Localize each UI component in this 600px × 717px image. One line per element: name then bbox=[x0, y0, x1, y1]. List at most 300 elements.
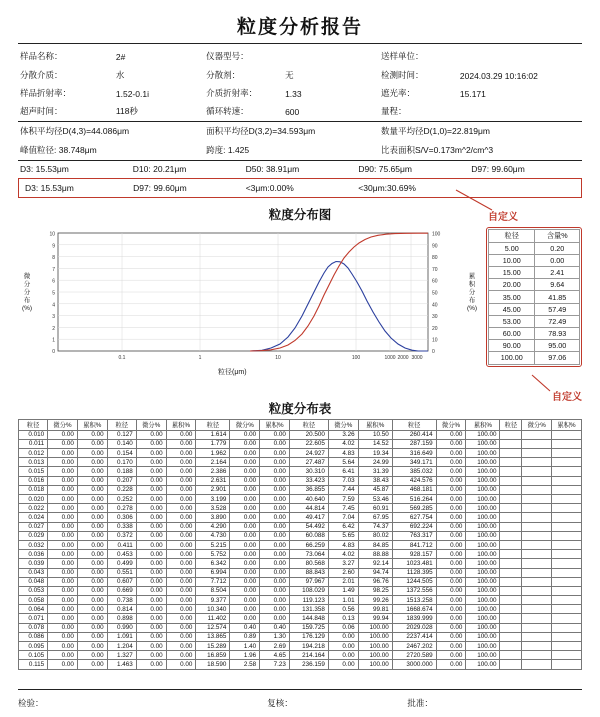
data-cell: 31.39 bbox=[358, 467, 392, 476]
data-cell: 94.74 bbox=[358, 568, 392, 577]
data-cell: 0.00 bbox=[436, 550, 466, 559]
data-cell: 0.00 bbox=[136, 485, 166, 494]
table-row bbox=[19, 430, 582, 439]
data-cell: 0.00 bbox=[260, 458, 290, 467]
data-cell: 0.00 bbox=[136, 430, 166, 439]
data-cell: 0.00 bbox=[260, 614, 290, 623]
particle-distribution-chart bbox=[18, 225, 478, 383]
data-cell: 0.252 bbox=[107, 495, 136, 504]
data-cell: 0.127 bbox=[107, 430, 136, 439]
data-cell: 7.04 bbox=[328, 513, 358, 522]
data-cell: 0.00 bbox=[230, 476, 260, 485]
info-value bbox=[458, 47, 582, 65]
data-cell: 0.00 bbox=[136, 586, 166, 595]
data-cell: 0.00 bbox=[77, 522, 107, 531]
info-label: 介质折射率： bbox=[206, 87, 258, 98]
data-cell: 0.00 bbox=[260, 568, 290, 577]
legend-size: 15.00 bbox=[489, 267, 535, 279]
legend-header-content: 含量% bbox=[535, 229, 580, 242]
table-row bbox=[19, 458, 582, 467]
data-cell: 0.00 bbox=[436, 596, 466, 605]
data-cell: 100.00 bbox=[466, 449, 500, 458]
data-cell: 0.00 bbox=[166, 522, 196, 531]
stat-value: 22.819μm bbox=[452, 126, 491, 136]
table-row bbox=[19, 605, 582, 614]
data-cell bbox=[500, 596, 522, 605]
data-cell bbox=[552, 614, 582, 623]
data-cell: 0.00 bbox=[260, 577, 290, 586]
legend-size: 5.00 bbox=[489, 242, 535, 254]
svg-text:100: 100 bbox=[432, 231, 441, 237]
data-cell: 0.00 bbox=[230, 430, 260, 439]
content-summary-table bbox=[488, 229, 580, 365]
data-cell: 763.317 bbox=[392, 531, 436, 540]
stat-label: 面积平均径D(3,2)= bbox=[206, 126, 278, 136]
data-cell: 0.00 bbox=[328, 632, 358, 641]
data-cell bbox=[552, 513, 582, 522]
data-cell: 0.00 bbox=[166, 642, 196, 651]
data-col-header: 累积% bbox=[466, 419, 500, 430]
data-cell bbox=[500, 568, 522, 577]
data-cell bbox=[500, 550, 522, 559]
data-cell: 0.00 bbox=[230, 550, 260, 559]
data-cell: 0.00 bbox=[77, 449, 107, 458]
data-col-header: 微分% bbox=[328, 419, 358, 430]
data-cell: 0.814 bbox=[107, 605, 136, 614]
data-cell: 0.338 bbox=[107, 522, 136, 531]
data-cell: 1.327 bbox=[107, 651, 136, 660]
data-cell: 0.00 bbox=[230, 513, 260, 522]
data-cell: 36.855 bbox=[289, 485, 328, 494]
data-cell: 14.52 bbox=[358, 439, 392, 448]
data-cell: 0.00 bbox=[260, 485, 290, 494]
data-cell: 0.00 bbox=[166, 586, 196, 595]
data-cell: 100.00 bbox=[466, 531, 500, 540]
stats-table bbox=[18, 122, 582, 160]
legend-header-size: 粒径 bbox=[489, 229, 535, 242]
data-cell: 0.00 bbox=[48, 430, 78, 439]
data-col-header: 微分% bbox=[230, 419, 260, 430]
legend-content: 57.49 bbox=[535, 303, 580, 315]
legend-row bbox=[489, 242, 580, 254]
data-cell: 0.00 bbox=[77, 596, 107, 605]
info-row bbox=[18, 47, 582, 65]
data-cell: 0.00 bbox=[260, 439, 290, 448]
data-cell: 44.814 bbox=[289, 504, 328, 513]
data-cell: 0.00 bbox=[136, 467, 166, 476]
data-cell: 1.614 bbox=[196, 430, 230, 439]
svg-text:6: 6 bbox=[52, 278, 55, 285]
legend-row bbox=[489, 328, 580, 340]
data-cell bbox=[500, 467, 522, 476]
data-cell: 692.224 bbox=[392, 522, 436, 531]
data-cell: 100.00 bbox=[466, 439, 500, 448]
data-col-header: 累积% bbox=[358, 419, 392, 430]
data-cell: 0.00 bbox=[48, 568, 78, 577]
data-cell bbox=[552, 439, 582, 448]
data-col-header: 粒径 bbox=[107, 419, 136, 430]
data-cell: 100.00 bbox=[466, 623, 500, 632]
data-cell: 100.00 bbox=[466, 550, 500, 559]
data-cell: 0.00 bbox=[48, 559, 78, 568]
legend-content: 2.41 bbox=[535, 267, 580, 279]
chart-ylabel: 微 分 分 布 (%) bbox=[21, 272, 33, 312]
legend-row bbox=[489, 315, 580, 327]
table-row bbox=[19, 522, 582, 531]
data-cell: 100.00 bbox=[466, 586, 500, 595]
data-cell: 0.00 bbox=[48, 550, 78, 559]
data-col-header: 微分% bbox=[48, 419, 78, 430]
data-cell bbox=[522, 550, 552, 559]
data-cell bbox=[552, 476, 582, 485]
data-cell: 100.00 bbox=[466, 642, 500, 651]
data-cell: 0.00 bbox=[48, 577, 78, 586]
data-cell: 287.159 bbox=[392, 439, 436, 448]
data-cell: 0.013 bbox=[19, 458, 48, 467]
data-cell bbox=[522, 430, 552, 439]
data-cell: 0.00 bbox=[48, 439, 78, 448]
data-cell: 0.020 bbox=[19, 495, 48, 504]
data-cell bbox=[552, 449, 582, 458]
data-cell: 0.00 bbox=[166, 485, 196, 494]
data-cell: 2.01 bbox=[328, 577, 358, 586]
data-cell: 1372.556 bbox=[392, 586, 436, 595]
data-cell: 0.00 bbox=[48, 522, 78, 531]
chart-xlabel: 粒径(μm) bbox=[218, 368, 247, 376]
data-cell: 0.115 bbox=[19, 660, 48, 669]
data-cell: 0.015 bbox=[19, 467, 48, 476]
data-cell: 2.58 bbox=[230, 660, 260, 669]
table-row bbox=[19, 504, 582, 513]
legend-content: 97.06 bbox=[535, 352, 580, 364]
dval-value: 0.00% bbox=[269, 182, 294, 193]
data-cell: 53.46 bbox=[358, 495, 392, 504]
data-cell: 0.053 bbox=[19, 586, 48, 595]
data-cell: 80.568 bbox=[289, 559, 328, 568]
dval-d97 bbox=[469, 161, 582, 178]
info-label: 送样单位： bbox=[380, 51, 424, 62]
data-cell bbox=[552, 651, 582, 660]
svg-text:10: 10 bbox=[432, 337, 438, 344]
data-cell: 0.00 bbox=[166, 550, 196, 559]
legend-size: 10.00 bbox=[489, 254, 535, 266]
chart-container bbox=[18, 225, 582, 403]
data-cell bbox=[552, 522, 582, 531]
data-cell bbox=[552, 605, 582, 614]
data-cell: 0.00 bbox=[77, 485, 107, 494]
data-cell: 0.00 bbox=[136, 614, 166, 623]
data-cell: 0.00 bbox=[260, 596, 290, 605]
data-cell: 0.00 bbox=[136, 568, 166, 577]
data-cell: 0.738 bbox=[107, 596, 136, 605]
data-cell bbox=[522, 485, 552, 494]
data-cell bbox=[500, 513, 522, 522]
data-cell bbox=[522, 651, 552, 660]
data-cell: 131.358 bbox=[289, 605, 328, 614]
svg-text:10: 10 bbox=[275, 354, 281, 361]
dval-label: D3: bbox=[20, 164, 34, 174]
table-row bbox=[19, 485, 582, 494]
info-value: 1.52-0.1i bbox=[115, 88, 149, 99]
data-cell bbox=[500, 430, 522, 439]
data-cell: 3000.000 bbox=[392, 660, 436, 669]
data-cell: 0.00 bbox=[260, 430, 290, 439]
data-cell: 0.40 bbox=[260, 623, 290, 632]
data-cell: 0.00 bbox=[260, 540, 290, 549]
data-cell: 0.00 bbox=[260, 522, 290, 531]
data-cell: 0.00 bbox=[166, 605, 196, 614]
data-cell bbox=[552, 586, 582, 595]
table-row bbox=[19, 660, 582, 669]
data-cell bbox=[552, 467, 582, 476]
data-cell: 0.00 bbox=[166, 614, 196, 623]
data-cell: 0.00 bbox=[260, 476, 290, 485]
data-cell: 11.402 bbox=[196, 614, 230, 623]
data-cell: 0.00 bbox=[136, 513, 166, 522]
data-cell: 0.00 bbox=[136, 642, 166, 651]
data-cell: 0.00 bbox=[136, 632, 166, 641]
data-cell: 0.00 bbox=[136, 623, 166, 632]
data-cell: 0.00 bbox=[166, 467, 196, 476]
data-cell: 3.199 bbox=[196, 495, 230, 504]
dval-value: 99.60μm bbox=[153, 182, 187, 193]
data-cell: 144.848 bbox=[289, 614, 328, 623]
data-cell bbox=[522, 449, 552, 458]
data-cell: 19.34 bbox=[358, 449, 392, 458]
data-cell: 100.00 bbox=[466, 559, 500, 568]
page-title: 粒度分析报告 bbox=[236, 17, 363, 38]
data-cell: 0.00 bbox=[166, 513, 196, 522]
data-cell: 100.00 bbox=[466, 495, 500, 504]
data-cell bbox=[522, 623, 552, 632]
data-cell bbox=[522, 495, 552, 504]
svg-text:1000: 1000 bbox=[384, 354, 396, 361]
data-cell: 0.551 bbox=[107, 568, 136, 577]
dval-label: D90: bbox=[358, 164, 377, 174]
svg-text:50: 50 bbox=[432, 290, 438, 296]
data-cell: 0.00 bbox=[166, 651, 196, 660]
data-cell: 7.44 bbox=[328, 485, 358, 494]
data-cell bbox=[552, 550, 582, 559]
table-row bbox=[19, 439, 582, 448]
data-cell: 0.022 bbox=[19, 504, 48, 513]
data-cell: 841.712 bbox=[392, 540, 436, 549]
data-cell: 119.123 bbox=[289, 596, 328, 605]
legend-content: 78.93 bbox=[535, 328, 580, 340]
data-cell bbox=[522, 476, 552, 485]
data-cell bbox=[552, 531, 582, 540]
data-cell: 0.306 bbox=[107, 513, 136, 522]
data-cell: 0.170 bbox=[107, 458, 136, 467]
svg-text:1: 1 bbox=[198, 354, 202, 361]
data-cell: 10.50 bbox=[358, 430, 392, 439]
data-cell: 5.752 bbox=[196, 550, 230, 559]
data-cell: 4.02 bbox=[328, 439, 358, 448]
data-cell: 0.00 bbox=[230, 458, 260, 467]
info-value: 600 bbox=[285, 107, 300, 118]
data-cell: 0.453 bbox=[107, 550, 136, 559]
chart-section-title: 粒度分布图 bbox=[268, 207, 332, 222]
data-cell: 0.00 bbox=[230, 605, 260, 614]
table-row bbox=[19, 614, 582, 623]
signature-footer bbox=[18, 689, 582, 709]
data-col-header: 粒径 bbox=[500, 419, 522, 430]
legend-row bbox=[489, 303, 580, 315]
data-cell: 0.00 bbox=[48, 513, 78, 522]
data-cell: 84.85 bbox=[358, 540, 392, 549]
legend-content: 72.49 bbox=[535, 315, 580, 327]
info-label: 遮光率： bbox=[380, 87, 415, 98]
stat-value: 1.425 bbox=[227, 145, 250, 155]
data-cell bbox=[522, 540, 552, 549]
data-cell: 100.00 bbox=[466, 476, 500, 485]
data-cell: 0.00 bbox=[77, 476, 107, 485]
data-cell: 100.00 bbox=[358, 642, 392, 651]
data-cell: 0.00 bbox=[230, 577, 260, 586]
data-cell bbox=[500, 476, 522, 485]
data-cell bbox=[500, 485, 522, 494]
data-cell: 0.00 bbox=[436, 430, 466, 439]
data-cell: 2.386 bbox=[196, 467, 230, 476]
data-cell: 0.00 bbox=[436, 504, 466, 513]
custom-d97 bbox=[131, 178, 244, 197]
data-cell: 0.990 bbox=[107, 623, 136, 632]
data-cell: 2720.589 bbox=[392, 651, 436, 660]
data-cell: 0.00 bbox=[166, 449, 196, 458]
data-col-header: 累积% bbox=[77, 419, 107, 430]
info-row bbox=[18, 65, 582, 83]
data-cell: 0.00 bbox=[77, 504, 107, 513]
data-cell bbox=[522, 458, 552, 467]
data-cell: 3.26 bbox=[328, 430, 358, 439]
stat-value: 34.593μm bbox=[277, 126, 316, 136]
data-cell bbox=[552, 485, 582, 494]
footer-inspector: 检验： bbox=[18, 698, 44, 708]
data-cell: 74.37 bbox=[358, 522, 392, 531]
table-row bbox=[19, 586, 582, 595]
data-cell: 16.859 bbox=[196, 651, 230, 660]
data-cell: 0.00 bbox=[166, 540, 196, 549]
svg-text:2: 2 bbox=[52, 325, 55, 332]
data-cell: 0.00 bbox=[260, 513, 290, 522]
data-cell: 33.423 bbox=[289, 476, 328, 485]
data-cell: 0.00 bbox=[166, 439, 196, 448]
data-cell: 0.00 bbox=[436, 485, 466, 494]
svg-text:10: 10 bbox=[49, 231, 55, 237]
data-cell: 0.00 bbox=[77, 642, 107, 651]
data-cell: 100.00 bbox=[466, 660, 500, 669]
data-cell bbox=[552, 430, 582, 439]
data-cell: 385.032 bbox=[392, 467, 436, 476]
data-cell: 0.00 bbox=[166, 623, 196, 632]
data-cell: 0.89 bbox=[230, 632, 260, 641]
data-cell: 214.164 bbox=[289, 651, 328, 660]
data-cell: 0.56 bbox=[328, 605, 358, 614]
data-cell: 0.00 bbox=[136, 439, 166, 448]
stat-label: 数量平均径D(1,0)= bbox=[380, 126, 453, 136]
data-cell: 0.00 bbox=[260, 550, 290, 559]
data-cell: 0.00 bbox=[48, 485, 78, 494]
data-cell: 0.00 bbox=[77, 430, 107, 439]
info-value: 水 bbox=[115, 69, 125, 80]
data-cell: 0.00 bbox=[77, 495, 107, 504]
table-row bbox=[19, 531, 582, 540]
data-cell: 0.00 bbox=[436, 605, 466, 614]
data-cell: 5.64 bbox=[328, 458, 358, 467]
data-cell: 0.00 bbox=[260, 449, 290, 458]
data-cell: 0.00 bbox=[436, 642, 466, 651]
data-col-header: 累积% bbox=[166, 419, 196, 430]
data-cell: 12.574 bbox=[196, 623, 230, 632]
legend-row bbox=[489, 352, 580, 364]
svg-text:80: 80 bbox=[432, 254, 438, 261]
stat-value: 44.086μm bbox=[91, 126, 130, 136]
data-cell: 0.00 bbox=[48, 614, 78, 623]
stat-value: 38.748μm bbox=[58, 145, 97, 155]
legend-size: 100.00 bbox=[489, 352, 535, 364]
data-cell bbox=[522, 577, 552, 586]
data-cell: 0.00 bbox=[230, 540, 260, 549]
info-value: 15.171 bbox=[459, 88, 486, 99]
title-divider bbox=[18, 43, 582, 44]
table-row bbox=[19, 623, 582, 632]
data-cell: 0.00 bbox=[166, 559, 196, 568]
data-cell bbox=[522, 467, 552, 476]
data-cell: 1839.999 bbox=[392, 614, 436, 623]
data-cell: 60.088 bbox=[289, 531, 328, 540]
data-cell: 0.00 bbox=[136, 605, 166, 614]
data-cell: 100.00 bbox=[466, 577, 500, 586]
data-cell: 0.00 bbox=[260, 586, 290, 595]
data-cell bbox=[522, 632, 552, 641]
data-cell: 7.03 bbox=[328, 476, 358, 485]
data-cell: 0.016 bbox=[19, 476, 48, 485]
data-cell bbox=[552, 495, 582, 504]
data-cell: 0.00 bbox=[77, 651, 107, 660]
data-cell: 30.310 bbox=[289, 467, 328, 476]
data-cell: 7.45 bbox=[328, 504, 358, 513]
data-cell bbox=[500, 651, 522, 660]
data-cell: 4.83 bbox=[328, 449, 358, 458]
data-cell: 0.411 bbox=[107, 540, 136, 549]
dval-label: D10: bbox=[132, 164, 151, 174]
info-label: 分散介质： bbox=[20, 69, 63, 80]
data-cell: 1.463 bbox=[107, 660, 136, 669]
data-cell: 0.00 bbox=[260, 495, 290, 504]
data-cell: 100.00 bbox=[358, 651, 392, 660]
data-cell: 316.649 bbox=[392, 449, 436, 458]
table-row bbox=[19, 513, 582, 522]
data-cell bbox=[500, 660, 522, 669]
data-cell: 1244.505 bbox=[392, 577, 436, 586]
stat-label: 比表面积S/V=0.173m^2/cm^3 bbox=[380, 145, 494, 155]
legend-size: 35.00 bbox=[489, 291, 535, 303]
data-cell: 0.00 bbox=[230, 522, 260, 531]
data-cell: 2.60 bbox=[328, 568, 358, 577]
legend-size: 45.00 bbox=[489, 303, 535, 315]
data-cell: 2.631 bbox=[196, 476, 230, 485]
data-cell: 4.65 bbox=[260, 651, 290, 660]
svg-text:90: 90 bbox=[432, 242, 438, 249]
legend-content: 9.64 bbox=[535, 279, 580, 291]
data-cell: 0.00 bbox=[48, 495, 78, 504]
table-row bbox=[19, 476, 582, 485]
stat-d32 bbox=[204, 122, 379, 141]
dval-value: 38.91μm bbox=[265, 164, 300, 174]
legend-row bbox=[489, 267, 580, 279]
data-cell: 1.962 bbox=[196, 449, 230, 458]
data-cell: 0.00 bbox=[166, 504, 196, 513]
